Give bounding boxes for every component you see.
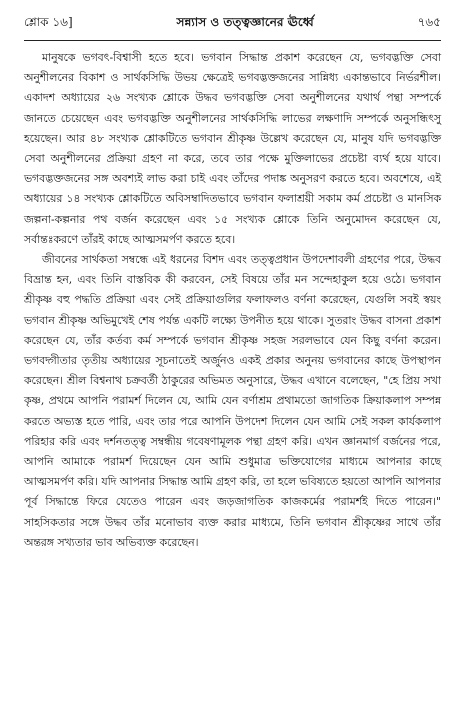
paragraph: জীবনের সার্থকতা সম্বন্ধে এই ধরনের বিশদ এবং তত্ত্বপ্রধান উপদেশাবলী গ্রহণের পরে, উদ্ধব বিভ্রান্ত হন, এবং তিনি বাস্তবিক কী করবেন, সেই বিষয়ে তাঁর মন সন্দেহাকুল হয়ে ওঠে। ভগবান শ্রীকৃষ্ণ বহু পদ্ধতি প্রক্রিয়া এবং সেই প্রক্রিয়াগুলির ফলাফলও বর্ণনা করেছেন, যেগুলি সবই স্বয়ং ভগবান শ্রীকৃষ্ণ অভিমুখেই শেষ পর্যন্ত একটি লক্ষ্যে উপনীত হয়ে থাকে। সুতরাং উদ্ধব বাসনা প্রকাশ করেছেন যে, তাঁর কর্তব্য কর্ম সম্পর্কে ভগবান শ্রীকৃষ্ণ সহজ সরলভাবে যেন কিছু বর্ণনা করেন। ভগবদ্গীতার তৃতীয় অধ্যায়ের সূচনাতেই অর্জুনও একই প্রকার অনুনয় ভগবানের কাছে উপস্থাপন করেছেন। শ্রীল বিশ্বনাথ চক্রবর্তী ঠাকুরের অভিমত অনুসারে, উদ্ধব এখানে বলেছেন, "হে প্রিয় সখা কৃষ্ণ, প্রথমে আপনি পরামর্শ দিলেন যে, আমি যেন বর্ণাশ্রম প্রথামতো জাগতিক ক্রিয়াকলাপ সম্পন্ন করতে অভ্যস্ত হতে পারি, এবং তার পরে আপনি উপদেশ দিলেন যেন আমি সেই সকল কার্যকলাপ পরিহার করি এবং দর্শনতত্ত্ব সম্বন্ধীয় গবেষণামূলক পন্থা গ্রহণ করি। এখন জ্ঞানমার্গ বর্জনের পরে, আপনি আমাকে পরামর্শ দিয়েছেন যেন আমি শুধুমাত্র ভক্তিযোগের মাধ্যমে আপনার কাছে আত্মসমর্পণ করি। যদি আপনার সিদ্ধান্ত আমি গ্রহণ করি, তা হলে ভবিষ্যতে হয়তো আপনি আপনার পূর্ব সিদ্ধান্তে ফিরে যেতেও পারেন এবং জড়জাগতিক কাজকর্মের পরামর্শই দিতে পারেন।" সাহসিকতার সঙ্গে উদ্ধব তাঁর মনোভাব ব্যক্ত করার মাধ্যমে, তিনি ভগবান শ্রীকৃষ্ণের সাথে তাঁর অন্তরঙ্গ সখ্যতার ভাব অভিব্যক্ত করেছেন। [24,253,441,549]
running-title: সন্ন্যাস ও তত্ত্বজ্ঞানের ঊর্ধ্বে [176,15,314,29]
page-body [24,48,441,553]
paragraph: মানুষকে ভগবৎ-বিশ্বাসী হতে হবে। ভগবান সিদ্ধান্ত প্রকাশ করেছেন যে, ভগবদ্ভক্তি সেবা অনুশীলনের বিকাশ ও সার্থকসিদ্ধি উভয় ক্ষেত্রেই ভগবদ্ভক্তজনের সান্নিধ্য একান্তভাবে নির্ভরশীল। একাদশ অধ্যায়ের ২৬ সংখ্যক শ্লোকে উদ্ধব ভগবদ্ভক্তি সেবা অনুশীলনের যথার্থ পন্থা সম্পর্কে জানতে চেয়েছেন এবং ভগবদ্ভক্তি অনুশীলনের সার্থকসিদ্ধি লাভের লক্ষণাদি সম্পর্কে অনুসন্ধিৎসু হয়েছেন। আর ৪৮ সংখ্যক শ্লোকটিতে ভগবান শ্রীকৃষ্ণ উল্লেখ করেছেন যে, মানুষ যদি ভগবদ্ভক্তি সেবা অনুশীলনের প্রক্রিয়া গ্রহণ না করে, তবে তার পক্ষে মুক্তিলাভের প্রচেষ্টা ব্যর্থ হয়ে যাবে। ভগবদ্ভক্তজনের সঙ্গ অবশ্যই লাভ করা চাই এবং তাঁদের পদাঙ্ক অনুসরণ করতে হবে। অবশেষে, এই অধ্যায়ের ১৪ সংখ্যক শ্লোকটিতে অবিসম্বাদিতভাবে ভগবান ফলাশ্রয়ী সকাম কর্ম প্রচেষ্টা ও মানসিক জল্পনা-কল্পনার পথ বর্জন করেছেন এবং ১৫ সংখ্যক শ্লোকে তিনি অনুমোদন করেছেন যে, সর্বান্তঃকরণে তাঁরই কাছে আত্মসমর্পণ করতে হবে। [24,51,441,246]
header-rule [24,40,441,41]
page-header [24,14,441,34]
verse-reference: শ্লোক ১৬] [24,15,73,29]
page-number: ৭৬৫ [417,15,441,29]
